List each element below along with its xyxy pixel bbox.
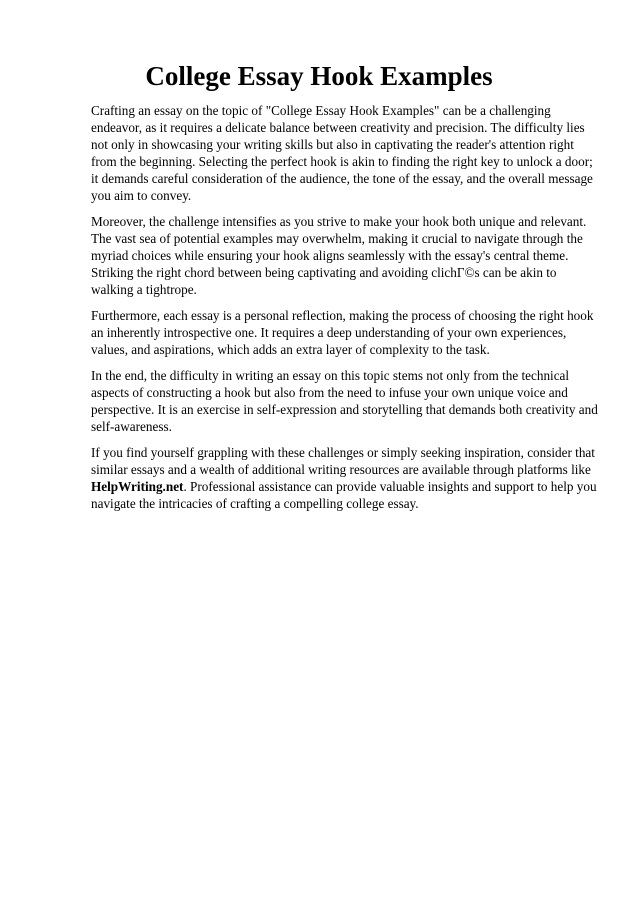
paragraph-4: In the end, the difficulty in writing an essay on this topic stems not only from the technical aspects of constructing a hook but also from the need to infuse your own unique voice and perspective. It is an exercise in self-expression and storytelling that demands both creativity and self-awareness. xyxy=(91,368,598,434)
helpwriting-link[interactable]: HelpWriting.net xyxy=(91,479,184,494)
document-title: College Essay Hook Examples xyxy=(145,61,493,91)
paragraph-3: Furthermore, each essay is a personal reflection, making the process of choosing the right hook an inherently introspective one. It requires a deep understanding of your own experiences, values, and aspirations, which adds an extra layer of complexity to the task. xyxy=(91,308,594,357)
paragraph-5 xyxy=(91,444,599,512)
paragraph-5-text-after: . Professional assistance can provide valuable insights and support to help you navigate the intricacies of crafting a compelling college essay. xyxy=(91,479,597,511)
paragraph-2: Moreover, the challenge intensifies as you strive to make your hook both unique and relevant. The vast sea of potential examples may overwhelm, making it crucial to navigate through the myriad choices while ensuring your hook aligns seamlessly with the essay's central theme. Striking the right chord between being captivating and avoiding clichГ©s can be akin to walking a tightrope. xyxy=(91,214,587,297)
paragraph-1: Crafting an essay on the topic of "College Essay Hook Examples" can be a challenging endeavor, as it requires a delicate balance between creativity and precision. The difficulty lies not only in showcasing your writing skills but also in captivating the reader's attention right from the beginning. Selecting the perfect hook is akin to finding the right key to unlock a door; it demands careful consideration of the audience, the tone of the essay, and the overall message you aim to convey. xyxy=(91,103,593,203)
document-body xyxy=(91,102,599,521)
paragraph-5-text-before: If you find yourself grappling with these challenges or simply seeking inspiration, consider that similar essays and a wealth of additional writing resources are available through platforms like xyxy=(91,445,595,477)
